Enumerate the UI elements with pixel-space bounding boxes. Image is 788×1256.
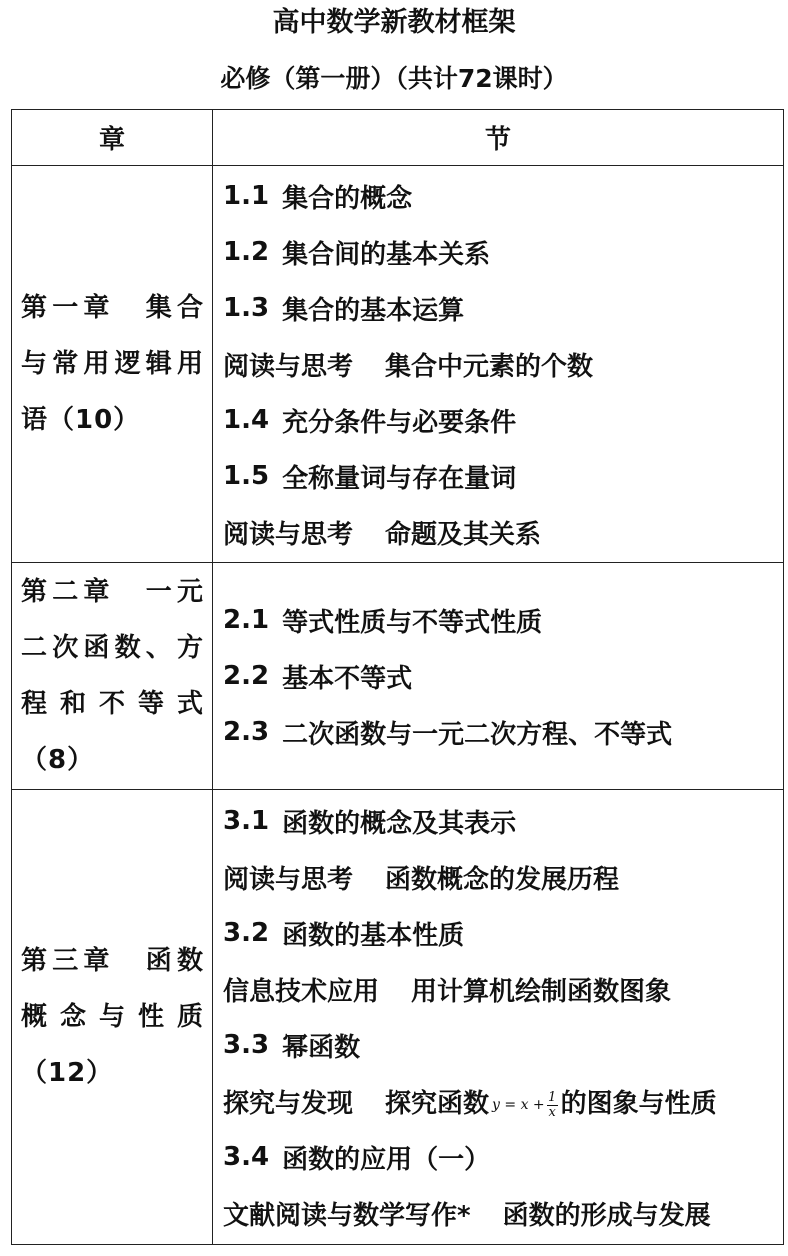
section-number: 2.3 [223, 717, 270, 747]
section-title: 函数的应用（一） [282, 1144, 491, 1175]
section-number: 2.1 [223, 605, 270, 635]
section-title: 函数概念的发展历程 [385, 864, 620, 895]
section-number: 3.3 [223, 1030, 270, 1060]
table-row [12, 790, 784, 1245]
section-item [223, 704, 783, 760]
section-number: 1.1 [223, 181, 270, 211]
section-title: 幂函数 [282, 1032, 361, 1063]
section-number: 1.2 [223, 237, 270, 267]
section-label: 阅读与思考 [223, 519, 354, 550]
section-title: 函数的形成与发展 [502, 1200, 711, 1231]
formula-main: y = x + [492, 1097, 545, 1113]
section-item [223, 1073, 783, 1129]
section-title: 充分条件与必要条件 [282, 407, 517, 438]
section-item [223, 1017, 783, 1073]
chapter-name-line: 第三章 函数 [21, 946, 204, 976]
section-number: 3.4 [223, 1142, 270, 1172]
chapter-name-line: 概念与性质 [21, 1002, 204, 1032]
section-item [223, 849, 783, 905]
chapter-name-line: 与常用逻辑用 [21, 349, 204, 379]
chapter-name-line: （12） [21, 1058, 114, 1088]
section-title: 用计算机绘制函数图象 [411, 976, 672, 1007]
chapter-2-cell [12, 563, 213, 790]
section-number: 1.5 [223, 461, 270, 491]
formula-fraction [547, 1091, 558, 1120]
function-formula [492, 1091, 558, 1120]
section-item [223, 1129, 783, 1185]
table-row [12, 563, 784, 790]
fraction-denominator: x [548, 1104, 556, 1120]
section-number: 1.4 [223, 405, 270, 435]
chapter-1-sections [213, 166, 784, 563]
section-item [223, 392, 783, 448]
section-title: 集合中元素的个数 [385, 351, 594, 382]
section-item [223, 592, 783, 648]
section-title: 等式性质与不等式性质 [282, 607, 543, 638]
section-label: 阅读与思考 [223, 864, 354, 895]
section-label: 文献阅读与数学写作* [223, 1200, 471, 1231]
section-item [223, 224, 783, 280]
chapter-name-line: （8） [21, 745, 95, 775]
section-item [223, 793, 783, 849]
section-title: 命题及其关系 [385, 519, 542, 550]
section-label: 信息技术应用 [223, 976, 380, 1007]
chapter-2-sections [213, 563, 784, 790]
chapter-name-line: 第一章 集合 [21, 293, 204, 323]
section-item [223, 648, 783, 704]
section-title-after: 的图象与性质 [560, 1088, 717, 1119]
curriculum-table [11, 109, 784, 1245]
table-header-row [12, 110, 784, 166]
section-title-before: 探究函数 [385, 1088, 490, 1119]
section-item [223, 905, 783, 961]
section-item [223, 961, 783, 1017]
section-item [223, 1185, 783, 1241]
section-number: 2.2 [223, 661, 270, 691]
section-title: 函数的概念及其表示 [282, 808, 517, 839]
section-title: 集合的基本运算 [282, 295, 465, 326]
chapter-name-line: 二次函数、方 [21, 633, 204, 663]
section-item [223, 168, 783, 224]
section-number: 1.3 [223, 293, 270, 323]
section-item [223, 280, 783, 336]
table-row [12, 166, 784, 563]
page-title: 高中数学新教材框架 [272, 7, 516, 38]
chapter-name-line: 第二章 一元 [21, 577, 204, 607]
chapter-3-cell [12, 790, 213, 1245]
chapter-1-cell [12, 166, 213, 563]
section-title: 集合间的基本关系 [282, 239, 491, 270]
fraction-numerator: 1 [548, 1089, 557, 1105]
chapter-3-sections [213, 790, 784, 1245]
section-number: 3.2 [223, 918, 270, 948]
section-title: 集合的概念 [282, 183, 413, 214]
section-header: 节 [213, 110, 784, 166]
chapter-name-line: 语（10） [21, 405, 141, 435]
section-item [223, 504, 783, 560]
page-subtitle: 必修（第一册）（共计72课时） [220, 64, 568, 93]
section-label: 阅读与思考 [223, 351, 354, 382]
section-label: 探究与发现 [223, 1088, 354, 1119]
section-title: 基本不等式 [282, 663, 413, 694]
chapter-header: 章 [12, 110, 213, 166]
section-title: 二次函数与一元二次方程、不等式 [282, 719, 673, 750]
section-title: 全称量词与存在量词 [282, 463, 517, 494]
section-item [223, 336, 783, 392]
chapter-name-line: 程和不等式 [21, 689, 204, 719]
section-item [223, 448, 783, 504]
section-title: 函数的基本性质 [282, 920, 465, 951]
section-number: 3.1 [223, 806, 270, 836]
